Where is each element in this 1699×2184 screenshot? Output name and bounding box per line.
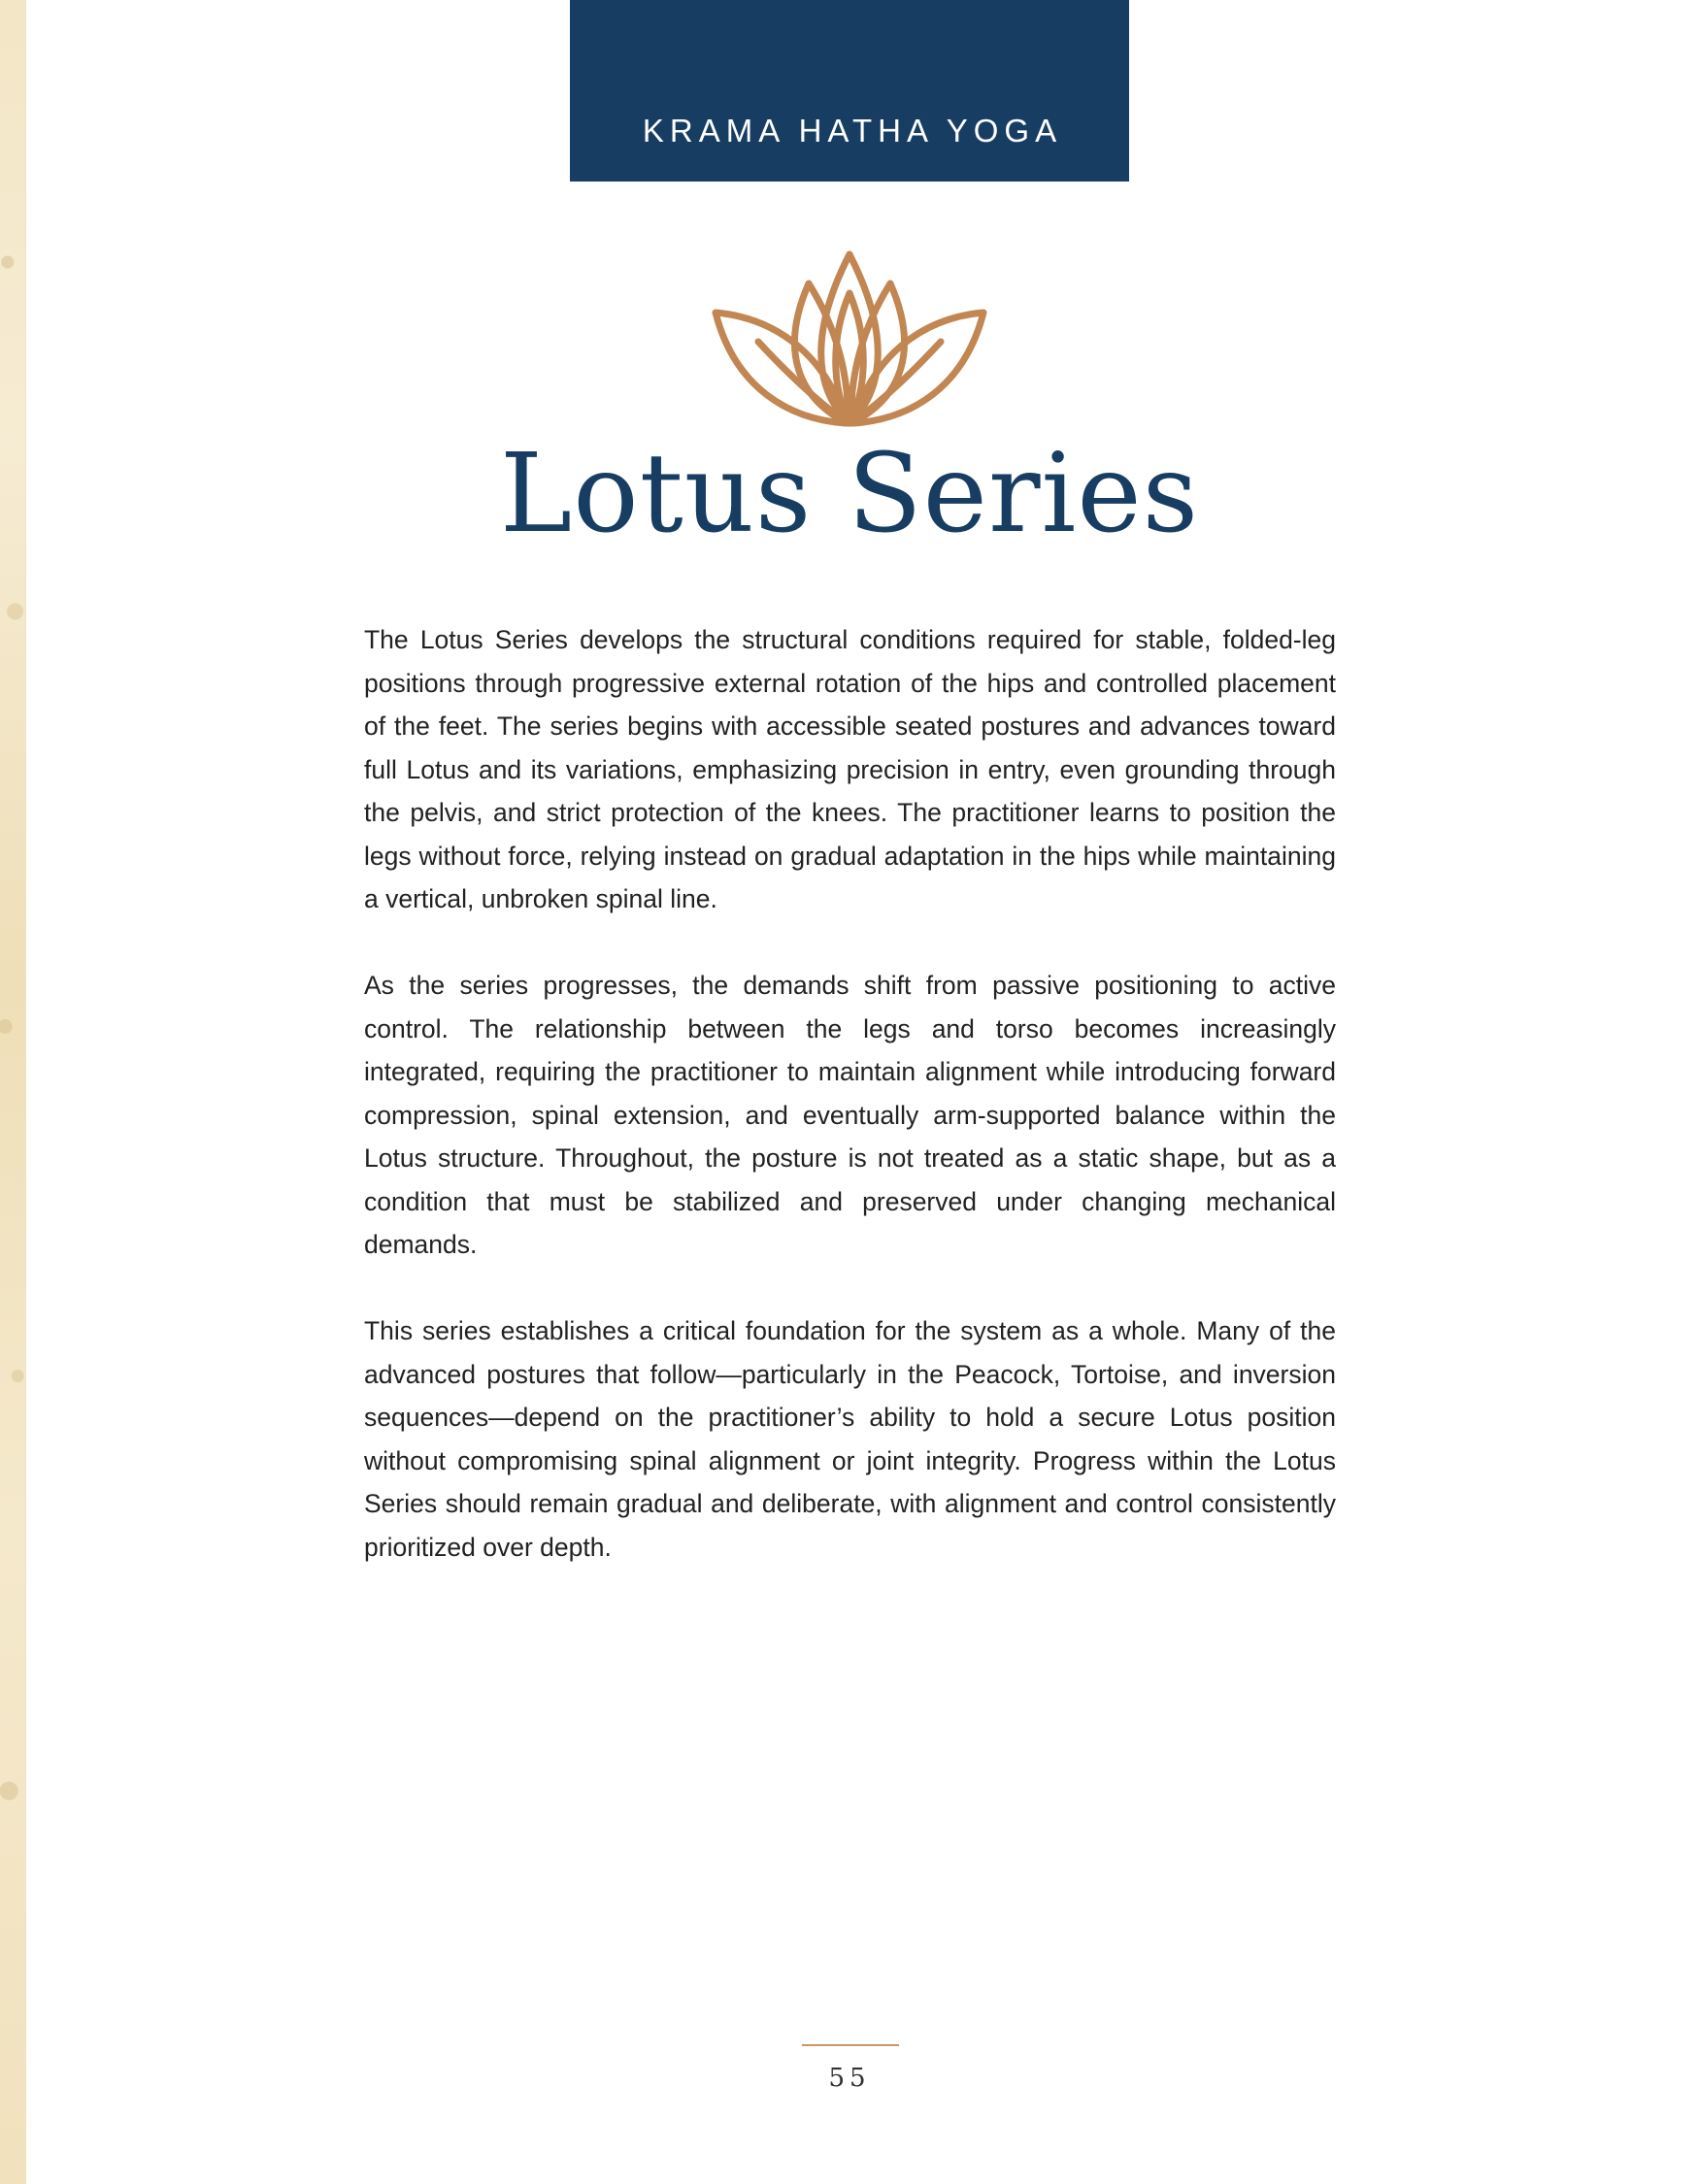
decorative-side-border (0, 0, 26, 2184)
footer-divider (802, 2044, 899, 2046)
page-title: Lotus Series (499, 431, 1200, 557)
header-band (570, 0, 1129, 182)
book-title-label: KRAMA HATHA YOGA (642, 113, 1063, 149)
page-number: 55 (828, 2064, 871, 2093)
paragraph: The Lotus Series develops the structural conditions required for stable, folded-leg positions through progressive external rotation of the hips and controlled placement of the feet. The series begins with accessible seated postures and advances toward full Lotus and its variations, emphasizing precision in entry, even grounding through the pelvis, and strict protection of the knees. The practitioner learns to position the legs without force, relying instead on gradual adaptation in the hips while maintaining a vertical, unbroken spinal line. (364, 625, 1336, 913)
lotus-icon (712, 243, 987, 427)
body-text (364, 618, 1336, 1612)
paragraph: As the series progresses, the demands shift from passive positioning to active control. The relationship between the legs and torso becomes increasingly integrated, requiring the practitioner to maintain alignment while introducing forward compression, spinal extension, and eventually arm-supported balance within the Lotus structure. Throughout, the posture is not treated as a static shape, but as a condition that must be stabilized and preserved under changing mechanical demands. (364, 971, 1336, 1259)
paragraph: This series establishes a critical foundation for the system as a whole. Many of the advanced postures that follow—particularly in the Peacock, Tortoise, and inversion sequences—depend on the practitioner’s ability to hold a secure Lotus position without compromising spinal alignment or joint integrity. Progress within the Lotus Series should remain gradual and deliberate, with alignment and control consistently prioritized over depth. (364, 1316, 1336, 1562)
